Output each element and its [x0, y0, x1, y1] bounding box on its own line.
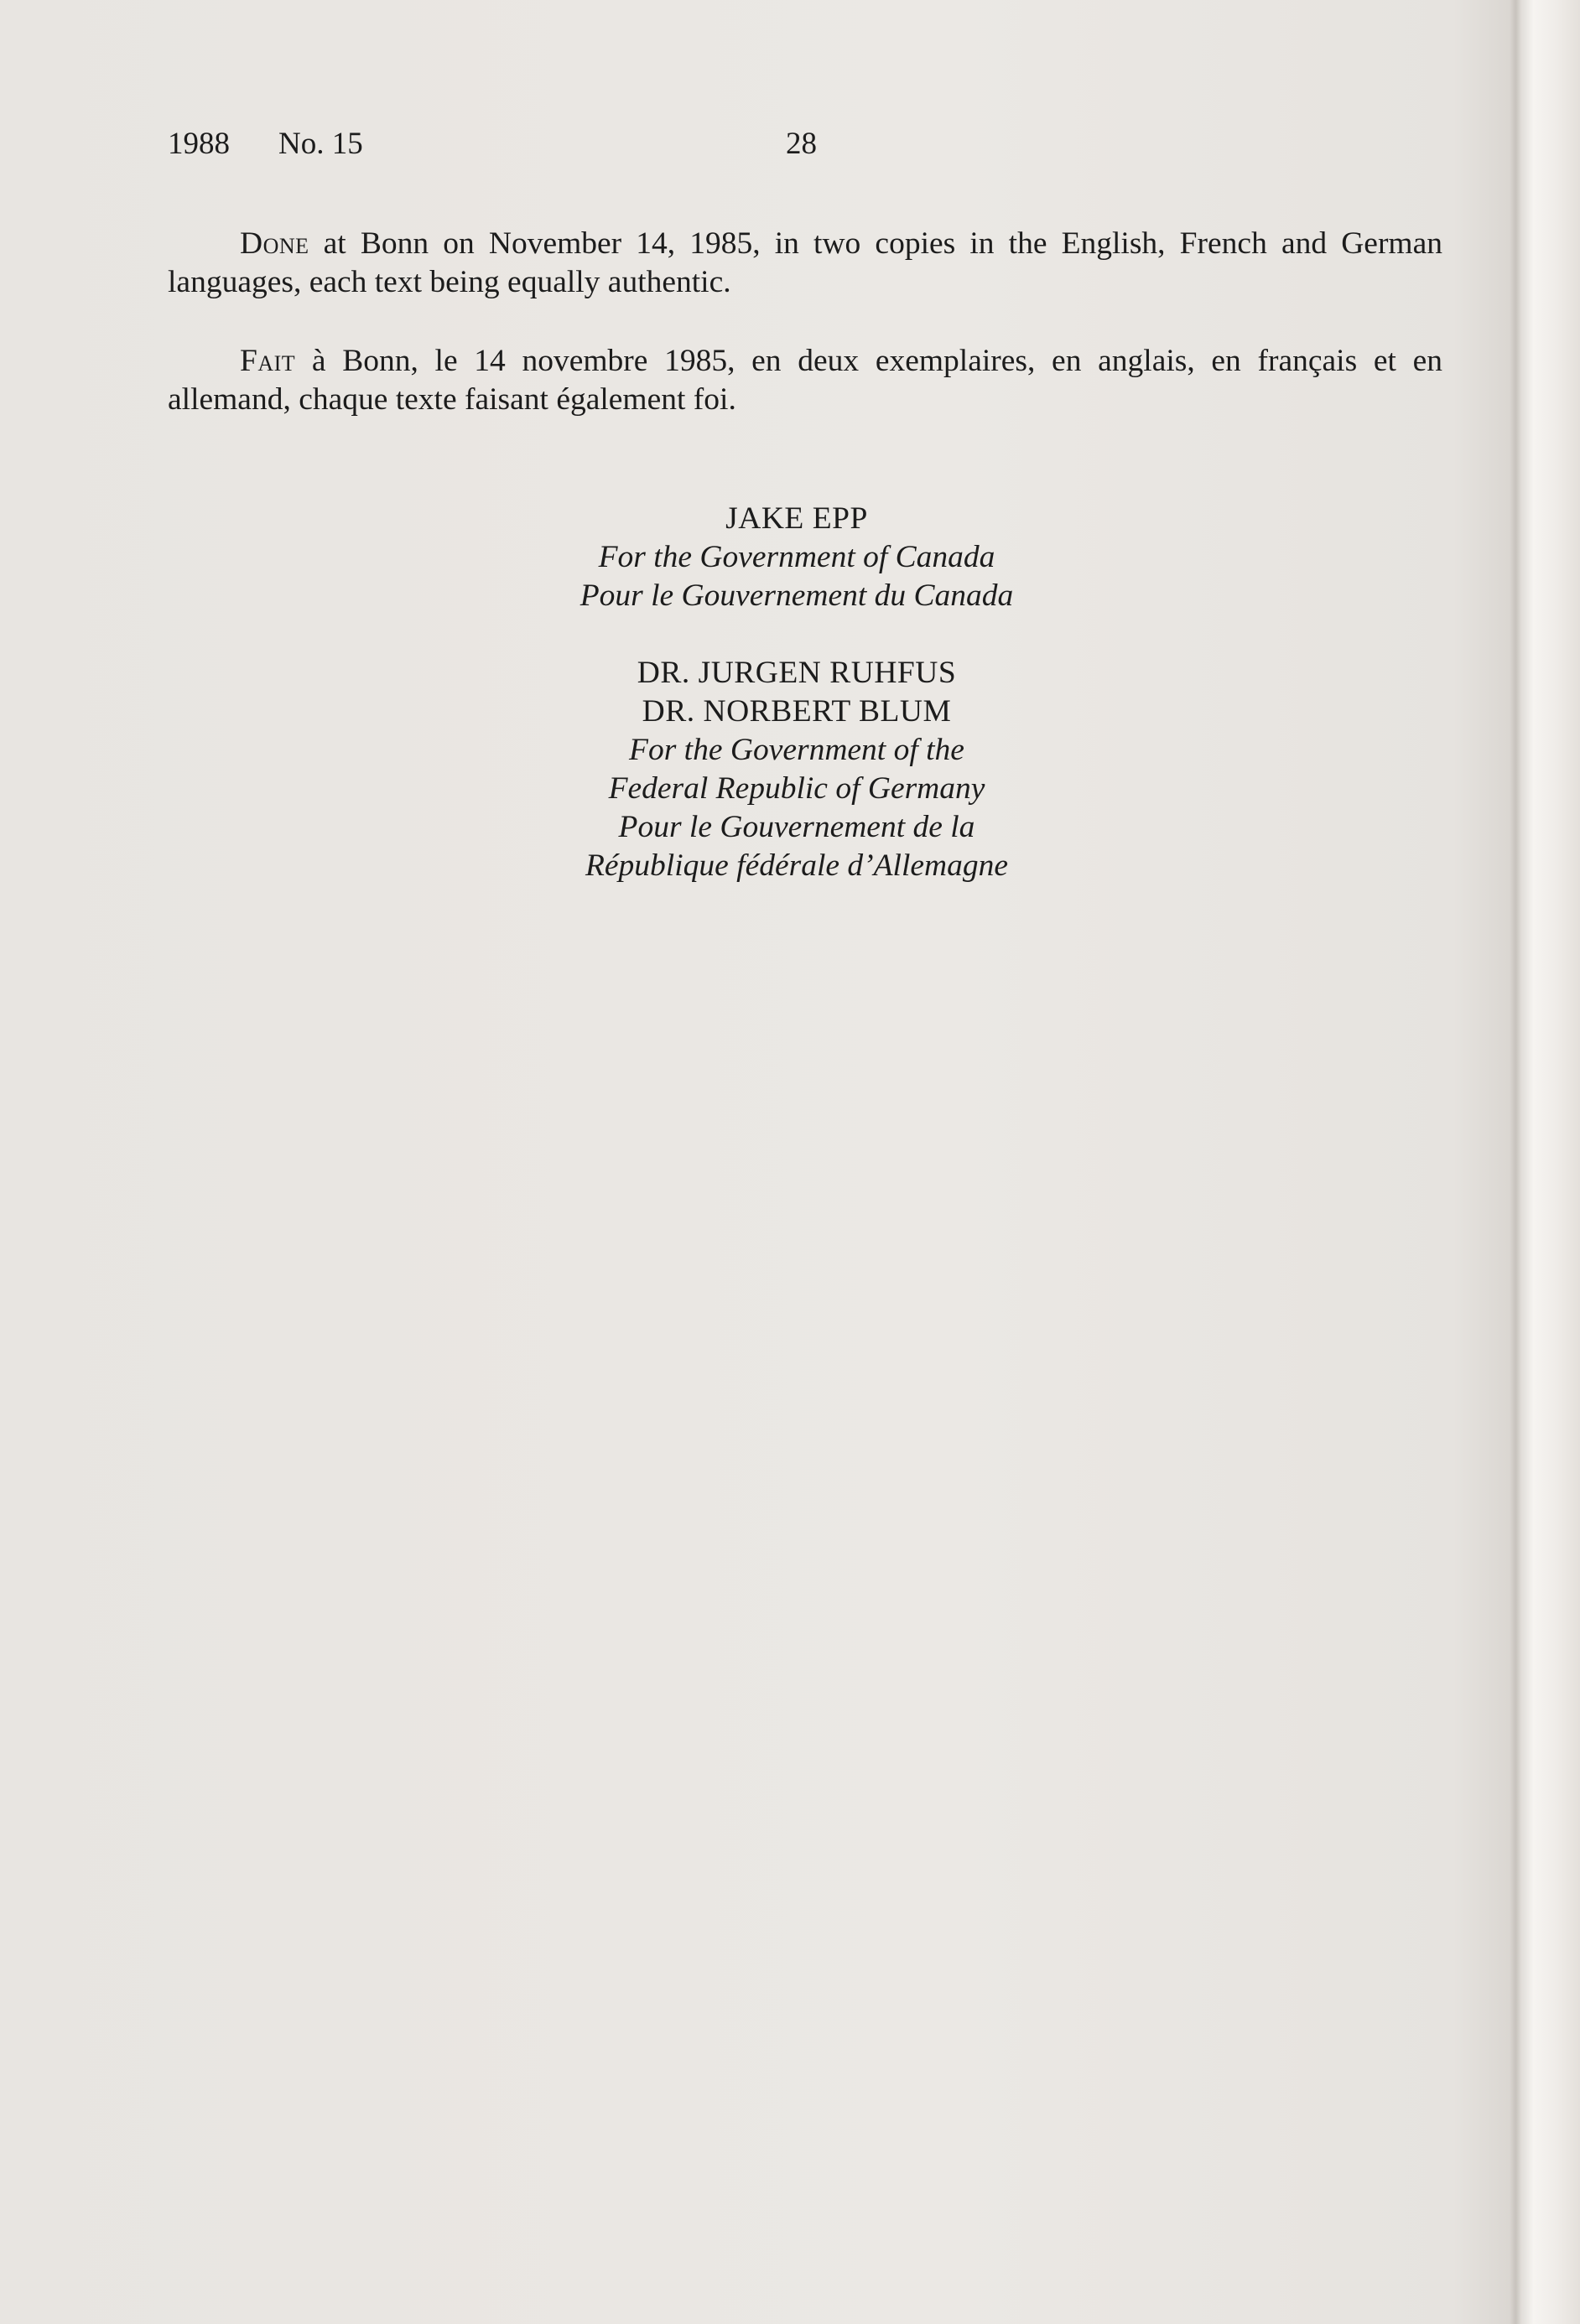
page-edge — [1533, 0, 1580, 2324]
signatory-title-french-line-2: République fédérale d’Allemagne — [585, 848, 1008, 883]
header-statute-number: No. 15 — [278, 127, 363, 161]
signatory-title-english-line-1: For the Government of the — [629, 733, 964, 767]
running-header — [168, 126, 1434, 166]
signatory-name-first: DR. JURGEN RUHFUS — [637, 656, 957, 690]
signatory-title-english-line-2: Federal Republic of Germany — [608, 771, 985, 806]
signatory-name: JAKE EPP — [725, 501, 868, 536]
english-closing-paragraph — [168, 225, 1442, 302]
french-paragraph-text: à Bonn, le 14 novembre 1985, en deux exemplaires, en anglais, en français et en allemand, chaque texte faisant également foi. — [168, 344, 1442, 417]
signatory-name-second: DR. NORBERT BLUM — [642, 694, 952, 729]
english-lead-word: Done — [240, 226, 309, 261]
signature-block-canada — [419, 500, 1174, 615]
signature-block-germany — [419, 654, 1174, 885]
signatory-title-english: For the Government of Canada — [598, 540, 995, 574]
signatory-title-french: Pour le Gouvernement du Canada — [580, 578, 1014, 613]
french-closing-paragraph — [168, 342, 1442, 419]
english-paragraph-text: at Bonn on November 14, 1985, in two copies in the English, French and German languages, each text being equally authentic. — [168, 226, 1442, 299]
french-lead-word: Fait — [240, 344, 296, 378]
header-year: 1988 — [168, 127, 230, 161]
signatory-title-french-line-1: Pour le Gouvernement de la — [618, 810, 975, 844]
page-number: 28 — [786, 127, 817, 161]
gutter-shadow — [1510, 0, 1521, 2324]
